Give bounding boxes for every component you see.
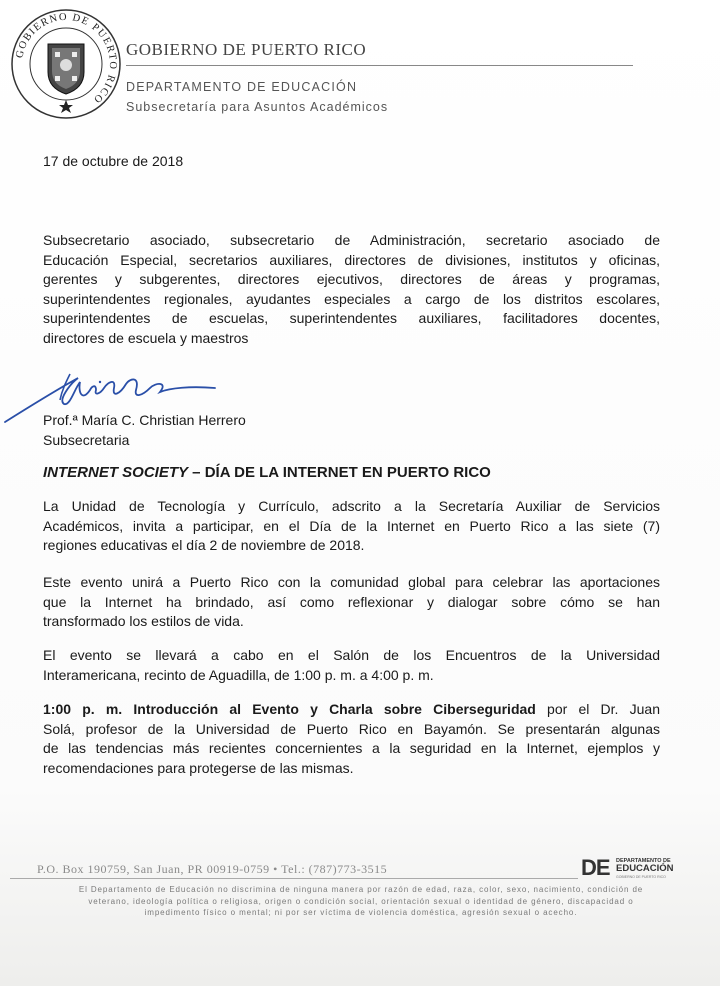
body-paragraph-3 [43,646,660,685]
body-line: de las tendencias más recientes concernientes a la seguridad en la Internet, ejemplos y [43,740,660,756]
recipients-line: Subsecretario asociado, subsecretario de Administración, secretario asociado de [43,232,660,248]
subject-heading [43,464,491,481]
body-line: regiones educativas el día 2 de noviembre de 2018. [43,537,365,553]
subject-rest: – DÍA DE LA INTERNET EN PUERTO RICO [188,464,491,481]
footer-divider [10,878,578,879]
recipients-line: gerentes y subgerentes, directores ejecutivos, directores de áreas y programas, [43,271,660,287]
de-logo-mark: DE [581,855,610,880]
de-logo-line2: EDUCACIÓN [616,863,674,874]
de-logo [581,856,681,880]
signer-block [43,410,246,450]
recipients-line: directores de escuela y maestros [43,329,249,346]
disclaimer-line: El Departamento de Educación no discrimina de ninguna manera por razón de edad, raza, color, sexo, nacimiento, condición de [78,885,644,894]
body-line: Este evento unirá a Puerto Rico con la comunidad global para celebrar las aportaciones [43,574,660,590]
puerto-rico-seal-icon [10,8,122,120]
recipients-line: superintendentes regionales, ayudantes especiales a cargo de los distritos escolares, [43,290,660,307]
signer-title: Subsecretaria [43,432,130,448]
department-name: DEPARTAMENTO DE EDUCACIÓN [126,80,358,94]
non-discrimination-notice [14,884,708,919]
de-logo-line1: DEPARTAMENTO DE [616,858,671,864]
body-line: La Unidad de Tecnología y Currículo, adscrito a la Secretaría Auxiliar de Servicios [43,498,660,514]
body-line: transformado los estilos de vida. [43,613,244,629]
seal-text: GOBIERNO DE PUERTO RICO [14,11,119,106]
body-line: que la Internet ha brindado, así como reflexionar y dialogar sobre cómo se han [43,593,660,610]
body-paragraph-1 [43,497,660,556]
disclaimer-line: veterano, ideología política o religiosa, origen o condición social, orientación sexual o identidad de género, discapacidad o [88,896,634,906]
body-line: Solá, profesor de la Universidad de Puerto Rico en Bayamón. Se presentarán algunas [43,720,660,737]
government-title: GOBIERNO DE PUERTO RICO [126,40,367,59]
body-line-rest: por el Dr. Juan [535,701,660,717]
body-paragraph-4 [43,700,660,778]
de-logo-line3: GOBIERNO DE PUERTO RICO [616,875,666,879]
footer-address: P.O. Box 190759, San Juan, PR 00919-0759 • Tel.: (787)773-3515 [37,862,388,876]
session-title: 1:00 p. m. Introducción al Evento y Charla sobre Ciberseguridad [43,701,536,717]
subject-italic: INTERNET SOCIETY [43,464,189,481]
subsecretaria-name: Subsecretaría para Asuntos Académicos [126,100,389,114]
body-line: Interamericana, recinto de Aguadilla, de 1:00 p. m. a 4:00 p. m. [43,666,434,683]
body-line: Académicos, invita a participar, en el Día de la Internet en Puerto Rico a las siete (7) [43,517,660,534]
body-line: El evento se llevará a cabo en el Salón de los Encuentros de la Universidad [43,647,660,663]
body-line [43,700,660,720]
disclaimer-line: impedimento físico o mental; ni por ser víctima de violencia doméstica, agresión sexual o acecho. [144,908,578,917]
recipients-line: superintendentes de escuelas, superintendentes auxiliares, facilitadores docentes, [43,310,660,326]
signer-name: Prof.ª María C. Christian Herrero [43,412,246,428]
letter-date: 17 de octubre de 2018 [43,153,184,169]
body-line: recomendaciones para protegerse de las mismas. [43,759,354,776]
recipients-line: Educación Especial, secretarios auxiliares, directores de divisiones, institutos y oficinas, [43,251,660,268]
header-divider [126,65,633,66]
body-paragraph-2 [43,573,660,632]
recipients-paragraph [43,231,660,348]
